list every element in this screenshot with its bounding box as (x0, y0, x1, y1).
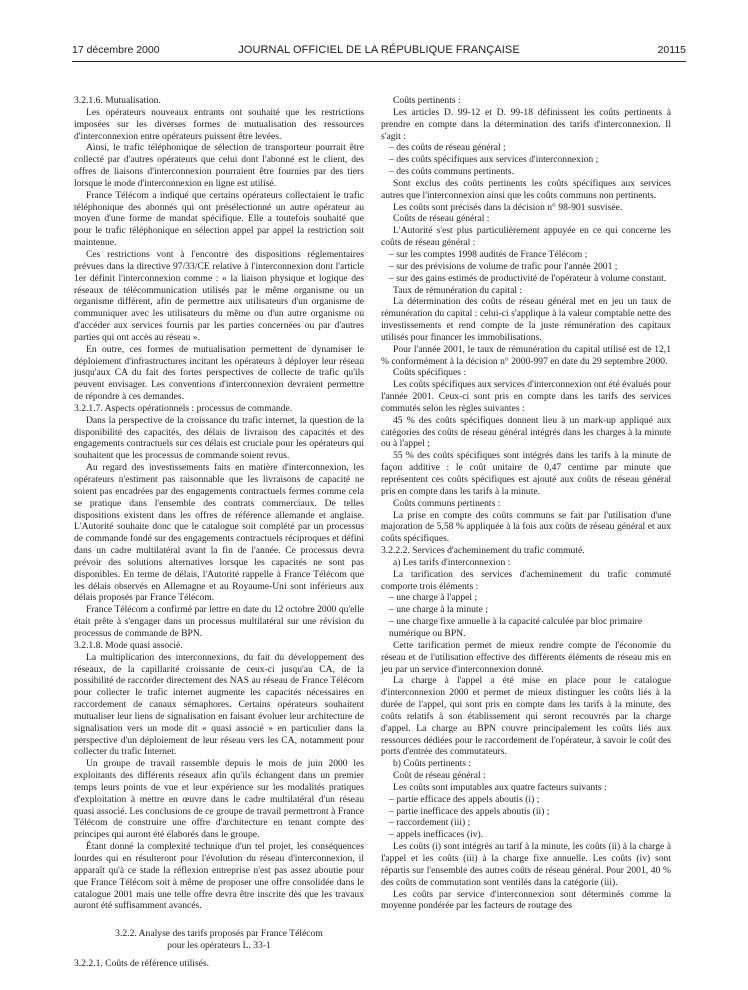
subheading: Taux de rémunération du capital : (393, 284, 523, 296)
paragraph: Cette tarification permet de mieux rendre compte de l'économie du réseau et de l'utilisation effective des différents éléments de réseau mis en jeu par un service d'interconnexion donné. (381, 639, 671, 675)
subheading: Coûts de réseau général : (393, 213, 490, 225)
paragraph: Les articles D. 99-12 et D. 99-18 définissent les coûts pertinents à prendre en compte dans la détermination des tarifs d'interconnexion. Il s'agit : (381, 106, 671, 142)
list-item: – partie efficace des appels aboutis (i) ; (389, 793, 540, 805)
subheading: a) Les tarifs d'interconnexion : (393, 556, 511, 568)
section-heading: 3.2.2.2. Services d'acheminement du trafic commuté. (381, 545, 585, 557)
paragraph: Les coûts spécifiques aux services d'interconnexion ont été évalués pour l'année 2001. Ceux-ci sont pris en compte dans les tarifs des services commutés selon les règles suivantes : (381, 379, 671, 414)
journal-title: JOURNAL OFFICIEL DE LA RÉPUBLIQUE FRANÇAISE (238, 44, 520, 56)
list-item: – partie inefficace des appels aboutis (ii) ; (389, 805, 550, 817)
list-item: – des coûts communs pertinents. (389, 166, 514, 178)
paragraph: 45 % des coûts spécifiques donnent lieu à un mark-up appliqué aux catégories des coûts de réseau général intégrés dans les charges à la minute ou à l'appel ; (381, 414, 671, 450)
section-heading: 3.2.1.6. Mutualisation. (74, 95, 161, 106)
paragraph: Ces restrictions vont à l'encontre des dispositions réglementaires prévues dans la directive 97/33/CE relative à l'interconnexion dont l'article 1er définit l'interconnexion comme : « la liaison physique et logique des réseaux de télécommunication utilisés par le même organisme ou un organisme différent, afin de permettre aux utilisateurs d'un organisme de communiquer avec les utilisateurs du même ou d'un autre organisme ou d'accéder aux services fournis par les parties concernées ou par d'autres parties qui ont accès au réseau ». (74, 248, 364, 343)
running-header (72, 44, 686, 58)
list-item: – une charge à la minute ; (389, 604, 488, 616)
paragraph: Les coûts par service d'interconnexion sont déterminés comme la moyenne pondérée par les facteurs de routage des (381, 888, 671, 912)
paragraph: La prise en compte des coûts communs se fait par l'utilisation d'une majoration de 5,58 % appliquée à la fois aux coûts de réseau général et aux coûts spécifiques. (381, 509, 671, 545)
section-heading: 3.2.2.1. Coûts de référence utilisés. (74, 957, 210, 969)
list-item: – des coûts de réseau général ; (389, 142, 506, 154)
subheading: Coûts communs pertinents : (393, 497, 501, 509)
paragraph: Pour l'année 2001, le taux de rémunération du capital utilisé est de 12,1 % conformément à la décision n° 2000-997 en date du 29 septembre 2000. (381, 343, 671, 367)
section-heading: 3.2.1.7. Aspects opérationnels : processus de commande. (74, 402, 293, 414)
header-rule (72, 61, 686, 62)
paragraph: Ainsi, le trafic téléphonique de sélection de transporteur pourrait être collecté par d'autres opérateurs que celui dont l'abonné est le client, des offres de liaisons d'interconnexion pourraient être fournies par des tiers lorsque le mode d'interconnexion en ligne est utilisé. (74, 142, 364, 189)
list-item: – une charge fixe annuelle à la capacité calculée par bloc primaire numérique ou BPN. (389, 616, 643, 639)
page-number: 20115 (657, 44, 686, 56)
paragraph: Les coûts sont précisés dans la décision n° 98-901 susvisée. (393, 201, 623, 213)
section-heading: 3.2.1.8. Mode quasi associé. (74, 639, 183, 651)
paragraph: Les coûts sont imputables aux quatre facteurs suivants : (393, 781, 607, 793)
subheading: b) Coûts pertinents : (393, 758, 472, 770)
subheading: Coût de réseau général : (393, 770, 486, 782)
list-item: – sur des gains estimés de productivité de l'opérateur à volume constant. (389, 272, 667, 284)
centered-heading: 3.2.2. Analyse des tarifs proposés par France Télécom (115, 928, 323, 940)
paragraph: France Télécom a confirmé par lettre en date du 12 octobre 2000 qu'elle était prête à s'engager dans un processus multilatéral sur une révision du processus de commande de BPN. (74, 604, 364, 639)
paragraph: Dans la perspective de la croissance du trafic internet, la question de la disponibilité des capacités, des délais de livraison des capacités et des engagements contractuels sur ces délais est cruciale pour les opérateurs qui souhaitent que les processus de commande soient revus. (74, 414, 364, 462)
spacer (74, 912, 364, 928)
paragraph: En outre, ces formes de mutualisation permettent de dynamiser le déploiement d'infrastructures incitant les opérateurs à déployer leur réseau jusqu'aux CA du fait des fortes perspectives de collecte de trafic qu'ils peuvent envisager. Les conventions d'interconnexion devraient permettre de répondre à ces demandes. (74, 343, 364, 403)
list-item: – des coûts spécifiques aux services d'interconnexion ; (389, 154, 599, 166)
paragraph: Les opérateurs nouveaux entrants ont souhaité que les restrictions imposées sur les diverses formes de mutualisation des ressources d'interconnexion entre opérateurs puissent être levées. (74, 106, 364, 142)
paragraph: La charge à l'appel a été mise en place pour le catalogue d'interconnexion 2000 et permet de mieux distinguer les coûts liés à la durée de l'appel, qui sont pris en compte dans les tarifs à la minute, des coûts relatifs à son établissement qui seront recouvrés par la charge d'appel. La charge au BPN couvre principalement les coûts liés aux ressources dédiées pour le raccordement de l'opérateur, à savoir le coût des ports d'entrée des commutateurs. (381, 675, 671, 758)
paragraph: Au regard des investissements faits en matière d'interconnexion, les opérateurs n'estiment pas raisonnable que les livraisons de capacité ne soient pas encadrées par des engagements contractuels fermes comme cela se pratique dans l'ensemble des contrats commerciaux. De telles dispositions existent dans les offres de référence allemande et anglaise. L'Autorité souhaite donc que le catalogue soit complété par un processus de commande fondé sur des engagements contractuels réciproques et défini dans un cadre multilatéral avant la fin de l'année. Ce processus devra prévoir des solutions alternatives lorsque les capacités ne sont pas disponibles. En terme de délais, l'Autorité rappelle à France Télécom que les délais observés en Allemagne et au Royaume-Uni sont inférieurs aux délais proposés par France Télécom. (74, 462, 364, 604)
paragraph: 55 % des coûts spécifiques sont intégrés dans les tarifs à la minute de façon additive : le coût unitaire de 0,47 centime par minute que représentent ces coûts spécifiques est ajouté aux coûts de réseau général pris en compte dans les tarifs à la minute. (381, 450, 671, 497)
list-item: – sur des prévisions de volume de trafic pour l'année 2001 ; (389, 260, 618, 272)
subheading: Coûts spécifiques : (393, 367, 467, 379)
paragraph: La détermination des coûts de réseau général met en jeu un taux de rémunération du capital : celui-ci s'applique à la valeur comptable nette des investissements et rend compte de la juste rémunération des capitaux utilisés pour financer les immobilisations. (381, 296, 671, 343)
paragraph: France Télécom a indiqué que certains opérateurs collectaient le trafic téléphonique des abonnés qui ont présélectionné un autre opérateur au moyen d'une forme de mandat spécifique. Elle a toutefois souhaité que pour le trafic téléphonique en sélection appel par appel la restriction soit maintenue. (74, 189, 364, 249)
paragraph: La multiplication des interconnexions, du fait du développement des réseaux, de la capillarité croissante de ceux-ci jusqu'au CA, de la possibilité de raccorder directement des NAS au réseau de France Télécom pour collecter le trafic internet augmente les capacités nécessaires en raccordement de canaux sémaphores. Certains opérateurs souhaitent mutualiser leur liens de signalisation en faisant évoluer leur architecture de signalisation vers un mode dit « quasi associé » en particulier dans la perspective d'un déploiement de leur réseau vers les CA, notamment pour collecter du trafic Internet. (74, 651, 364, 758)
subheading: Coûts pertinents : (393, 95, 461, 106)
paragraph: La tarification des services d'acheminement du trafic commuté comporte trois éléments : (381, 568, 671, 592)
left-column (74, 95, 364, 970)
paragraph: Un groupe de travail rassemble depuis le mois de juin 2000 les exploitants des différents réseaux afin qu'ils échangent dans un premier temps leurs points de vue et leur expérience sur les modalités pratiques d'exploitation à mettre en œuvre dans le cadre multilatéral d'un réseau quasi associé. Les conclusions de ce groupe de travail permettront à France Télécom de construire une offre d'architecture en tenant compte des principes qui auront été élaborés dans le groupe. (74, 758, 364, 841)
paragraph: L'Autorité s'est plus particulièrement appuyée en ce qui concerne les coûts de réseau général : (381, 225, 671, 249)
paragraph: Les coûts (i) sont intégrés au tarif à la minute, les coûts (ii) à la charge à l'appel et les coûts (iii) à la charge fixe annuelle. Les coûts (iv) sont répartis sur l'ensemble des autres coûts de réseau général. Pour 2001, 40 % des coûts de commutation sont ventilés dans la catégorie (iii). (381, 841, 671, 888)
right-column (381, 95, 671, 912)
header-date: 17 décembre 2000 (72, 44, 160, 56)
list-item: – raccordement (iii) ; (389, 817, 471, 829)
centered-heading: pour les opérateurs L. 33-1 (167, 940, 271, 952)
paragraph: Étant donné la complexité technique d'un tel projet, les conséquences lourdes qui en résulteront pour l'évolution du réseau d'interconnexion, il apparaît qu'à ce stade la réflexion entreprise n'est pas assez aboutie pour que France Télécom soit à même de proposer une offre consolidée dans le catalogue 2001 mais une telle offre devra être inscrite dès que les travaux auront été suffisamment avancés. (74, 841, 364, 912)
list-item: – sur les comptes 1998 audités de France Télécom ; (389, 248, 588, 260)
paragraph: Sont exclus des coûts pertinents les coûts spécifiques aux services autres que l'interconnexion ainsi que les coûts communs non pertinents. (381, 177, 671, 201)
list-item: – appels inefficaces (iv). (389, 829, 484, 841)
list-item: – une charge à l'appel ; (389, 592, 478, 604)
